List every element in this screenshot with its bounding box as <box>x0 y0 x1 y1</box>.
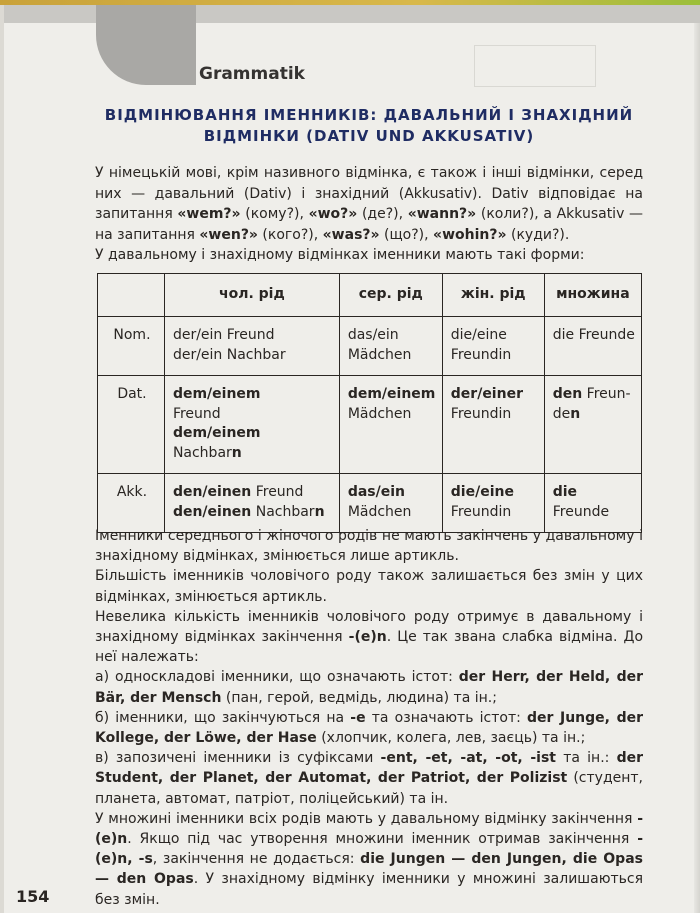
paragraph-1: Іменники середнього і жіночого родів не мають закінчень у давальному і знахідному відмінках, змінюється лише артикль. <box>95 528 643 565</box>
cell-line: Freundin <box>450 503 512 520</box>
cell-feminine <box>442 376 544 474</box>
ending-bold: n <box>570 405 581 422</box>
intro-text-3: (де?), <box>357 206 408 222</box>
intro-text-2: (кому?), <box>240 206 309 222</box>
cell-feminine <box>442 317 544 376</box>
article-bold: den/einen <box>172 484 252 500</box>
intro-text-4: (коли?), а Akkusativ — на запитання <box>95 206 643 243</box>
article-bold: den/einen <box>172 503 252 520</box>
examples-bold: der Junge, der Kollege, der Löwe, der Hase <box>95 709 643 747</box>
cell-neuter <box>339 376 442 474</box>
noun-text: Nachbar <box>172 444 232 461</box>
case-label: Dat. <box>98 376 165 474</box>
header-neuter: сер. рід <box>339 274 442 317</box>
cell-plural <box>544 474 641 533</box>
paragraph-plural <box>95 809 643 910</box>
list-item-c <box>95 748 643 809</box>
intro-text-7: (куди?). <box>506 226 570 243</box>
page-edge-shadow <box>694 23 700 913</box>
cell-line: Mädchen <box>347 503 412 520</box>
cell-line: der/einer <box>450 386 523 402</box>
page-title-line-1: ВІДМІНЮВАННЯ ІМЕННИКІВ: ДАВАЛЬНИЙ І ЗНАХІДНИЙ <box>104 106 634 124</box>
article-bold: die <box>552 484 578 500</box>
text: . Це так звана слабка відміна. До неї належать: <box>95 629 644 666</box>
page-number: 154 <box>16 887 50 906</box>
cell-line: dem/einem <box>347 386 436 402</box>
cell-masculine <box>164 474 339 533</box>
intro-text-6: (що?), <box>379 226 434 243</box>
ending-bold: -(e)n, -s <box>95 831 643 868</box>
cell-line-composite <box>553 385 635 405</box>
show-through-box <box>474 45 596 87</box>
cell-line: der/ein Nachbar <box>172 346 286 363</box>
header-empty <box>98 274 165 317</box>
examples-bold: die Jungen — den Jungen, die Opas — den Opas <box>95 851 643 888</box>
text: (студент, планета, автомат, патріот, поліцейський) та ін. <box>95 770 643 807</box>
cell-line: das/ein <box>347 327 399 343</box>
question-wen: «wen?» <box>199 226 258 243</box>
cell-masculine <box>164 376 339 474</box>
cell-line: die/eine <box>450 327 507 343</box>
ending-bold: -(e)n <box>348 629 387 646</box>
intro-paragraph <box>95 163 643 245</box>
article-bold: den <box>552 386 583 402</box>
header-masculine: чол. рід <box>164 274 339 317</box>
question-wohin: «wohin?» <box>433 226 507 243</box>
noun-text: Freund <box>251 484 304 500</box>
case-label: Nom. <box>98 317 165 376</box>
case-label: Akk. <box>98 474 165 533</box>
article-bold: dem/einem <box>172 425 261 441</box>
header-feminine: жін. рід <box>442 274 544 317</box>
ending-bold: -e <box>350 709 366 726</box>
cell-line-composite <box>553 405 635 425</box>
cell-line: Freundin <box>450 405 512 422</box>
noun-text: Freun- <box>582 386 631 402</box>
text: , закінчення не додається: <box>152 851 361 868</box>
section-tab <box>96 5 196 85</box>
cell-neuter <box>339 474 442 533</box>
cell-line-composite <box>173 503 333 523</box>
cell-line: Freund <box>172 405 221 422</box>
examples-bold: der Herr, der Held, der Bär, der Mensch <box>95 669 643 706</box>
cell-line: dem/einem <box>172 386 261 402</box>
text: (пан, герой, ведмідь, людина) та ін.; <box>221 689 497 706</box>
declension-table <box>97 273 642 533</box>
intro-text <box>95 163 643 266</box>
text: в) запозичені іменники із суфіксами <box>95 750 381 767</box>
question-wo: «wo?» <box>308 206 358 222</box>
question-wem: «wem?» <box>177 206 241 222</box>
noun-text: de <box>552 405 571 422</box>
cell-line: die/eine <box>450 484 514 500</box>
table-row-akk <box>98 474 642 533</box>
text: У множині іменники всіх родів мають у давальному відмінку закінчення <box>95 810 638 827</box>
text: Невелика кількість іменників чоловічого роду отримує в давальному і знахідному відмінках закінчення <box>95 608 643 646</box>
cell-line: die Freunde <box>552 327 635 343</box>
cell-line-composite <box>173 424 333 463</box>
list-item-b <box>95 708 643 748</box>
noun-text: Freunde <box>552 503 610 520</box>
cell-plural <box>544 317 641 376</box>
table-row-nom <box>98 317 642 376</box>
section-heading: Grammatik <box>199 64 305 84</box>
text: . Якщо під час утворення множини іменник отримав закінчення <box>127 831 638 848</box>
question-was: «was?» <box>322 226 380 243</box>
cell-line: Mädchen <box>347 346 412 363</box>
intro-paragraph-2: У давальному і знахідному відмінках іменники мають такі форми: <box>95 247 585 263</box>
noun-text: Nachbar <box>251 503 315 520</box>
ending-bold: -(e)n <box>95 810 643 848</box>
text: та означають істот: <box>365 709 527 726</box>
text: та ін.: <box>556 750 617 767</box>
cell-line-composite <box>553 483 635 522</box>
cell-neuter <box>339 317 442 376</box>
cell-line-composite <box>173 483 333 503</box>
table-row-dat <box>98 376 642 474</box>
explanation-text <box>95 526 643 910</box>
intro-text-5: (кого?), <box>257 226 323 243</box>
ending-bold: n <box>314 503 325 520</box>
text: а) односкладові іменники, що означають істот: <box>95 669 459 686</box>
examples-bold: der Student, der Planet, der Automat, der Patriot, der Polizist <box>95 750 643 787</box>
question-wann: «wann?» <box>407 206 477 222</box>
cell-line: der/ein Freund <box>172 327 275 343</box>
page-title <box>104 105 634 147</box>
header-plural: множина <box>544 274 641 317</box>
table-header-row <box>98 274 642 317</box>
cell-plural <box>544 376 641 474</box>
suffixes-bold: -ent, -et, -at, -ot, -ist <box>380 750 557 767</box>
text: б) іменники, що закінчуються на <box>95 709 351 726</box>
page-title-line-2: ВІДМІНКИ (DATIV UND AKKUSATIV) <box>203 127 535 145</box>
text: (хлопчик, колега, лев, заєць) та ін.; <box>316 730 586 747</box>
paragraph-2: Більшість іменників чоловічого роду також залишається без змін у цих відмінках, змінюється артикль. <box>95 568 643 605</box>
intro-text-1: У німецькій мові, крім називного відмінка, є також і інші відмінки, серед них — давальний (Dativ) і знахідний (Akkusativ). Dativ відповідає на запитання <box>95 165 643 222</box>
cell-feminine <box>442 474 544 533</box>
cell-line: Mädchen <box>347 405 412 422</box>
paragraph-3 <box>95 607 643 668</box>
cell-line: Freundin <box>450 346 512 363</box>
ending-bold: n <box>231 444 242 461</box>
list-item-a <box>95 667 643 707</box>
textbook-page <box>4 5 700 913</box>
cell-masculine <box>164 317 339 376</box>
cell-line: das/ein <box>347 484 405 500</box>
text: . У знахідному відмінку іменники у множині залишаються без змін. <box>95 871 644 908</box>
